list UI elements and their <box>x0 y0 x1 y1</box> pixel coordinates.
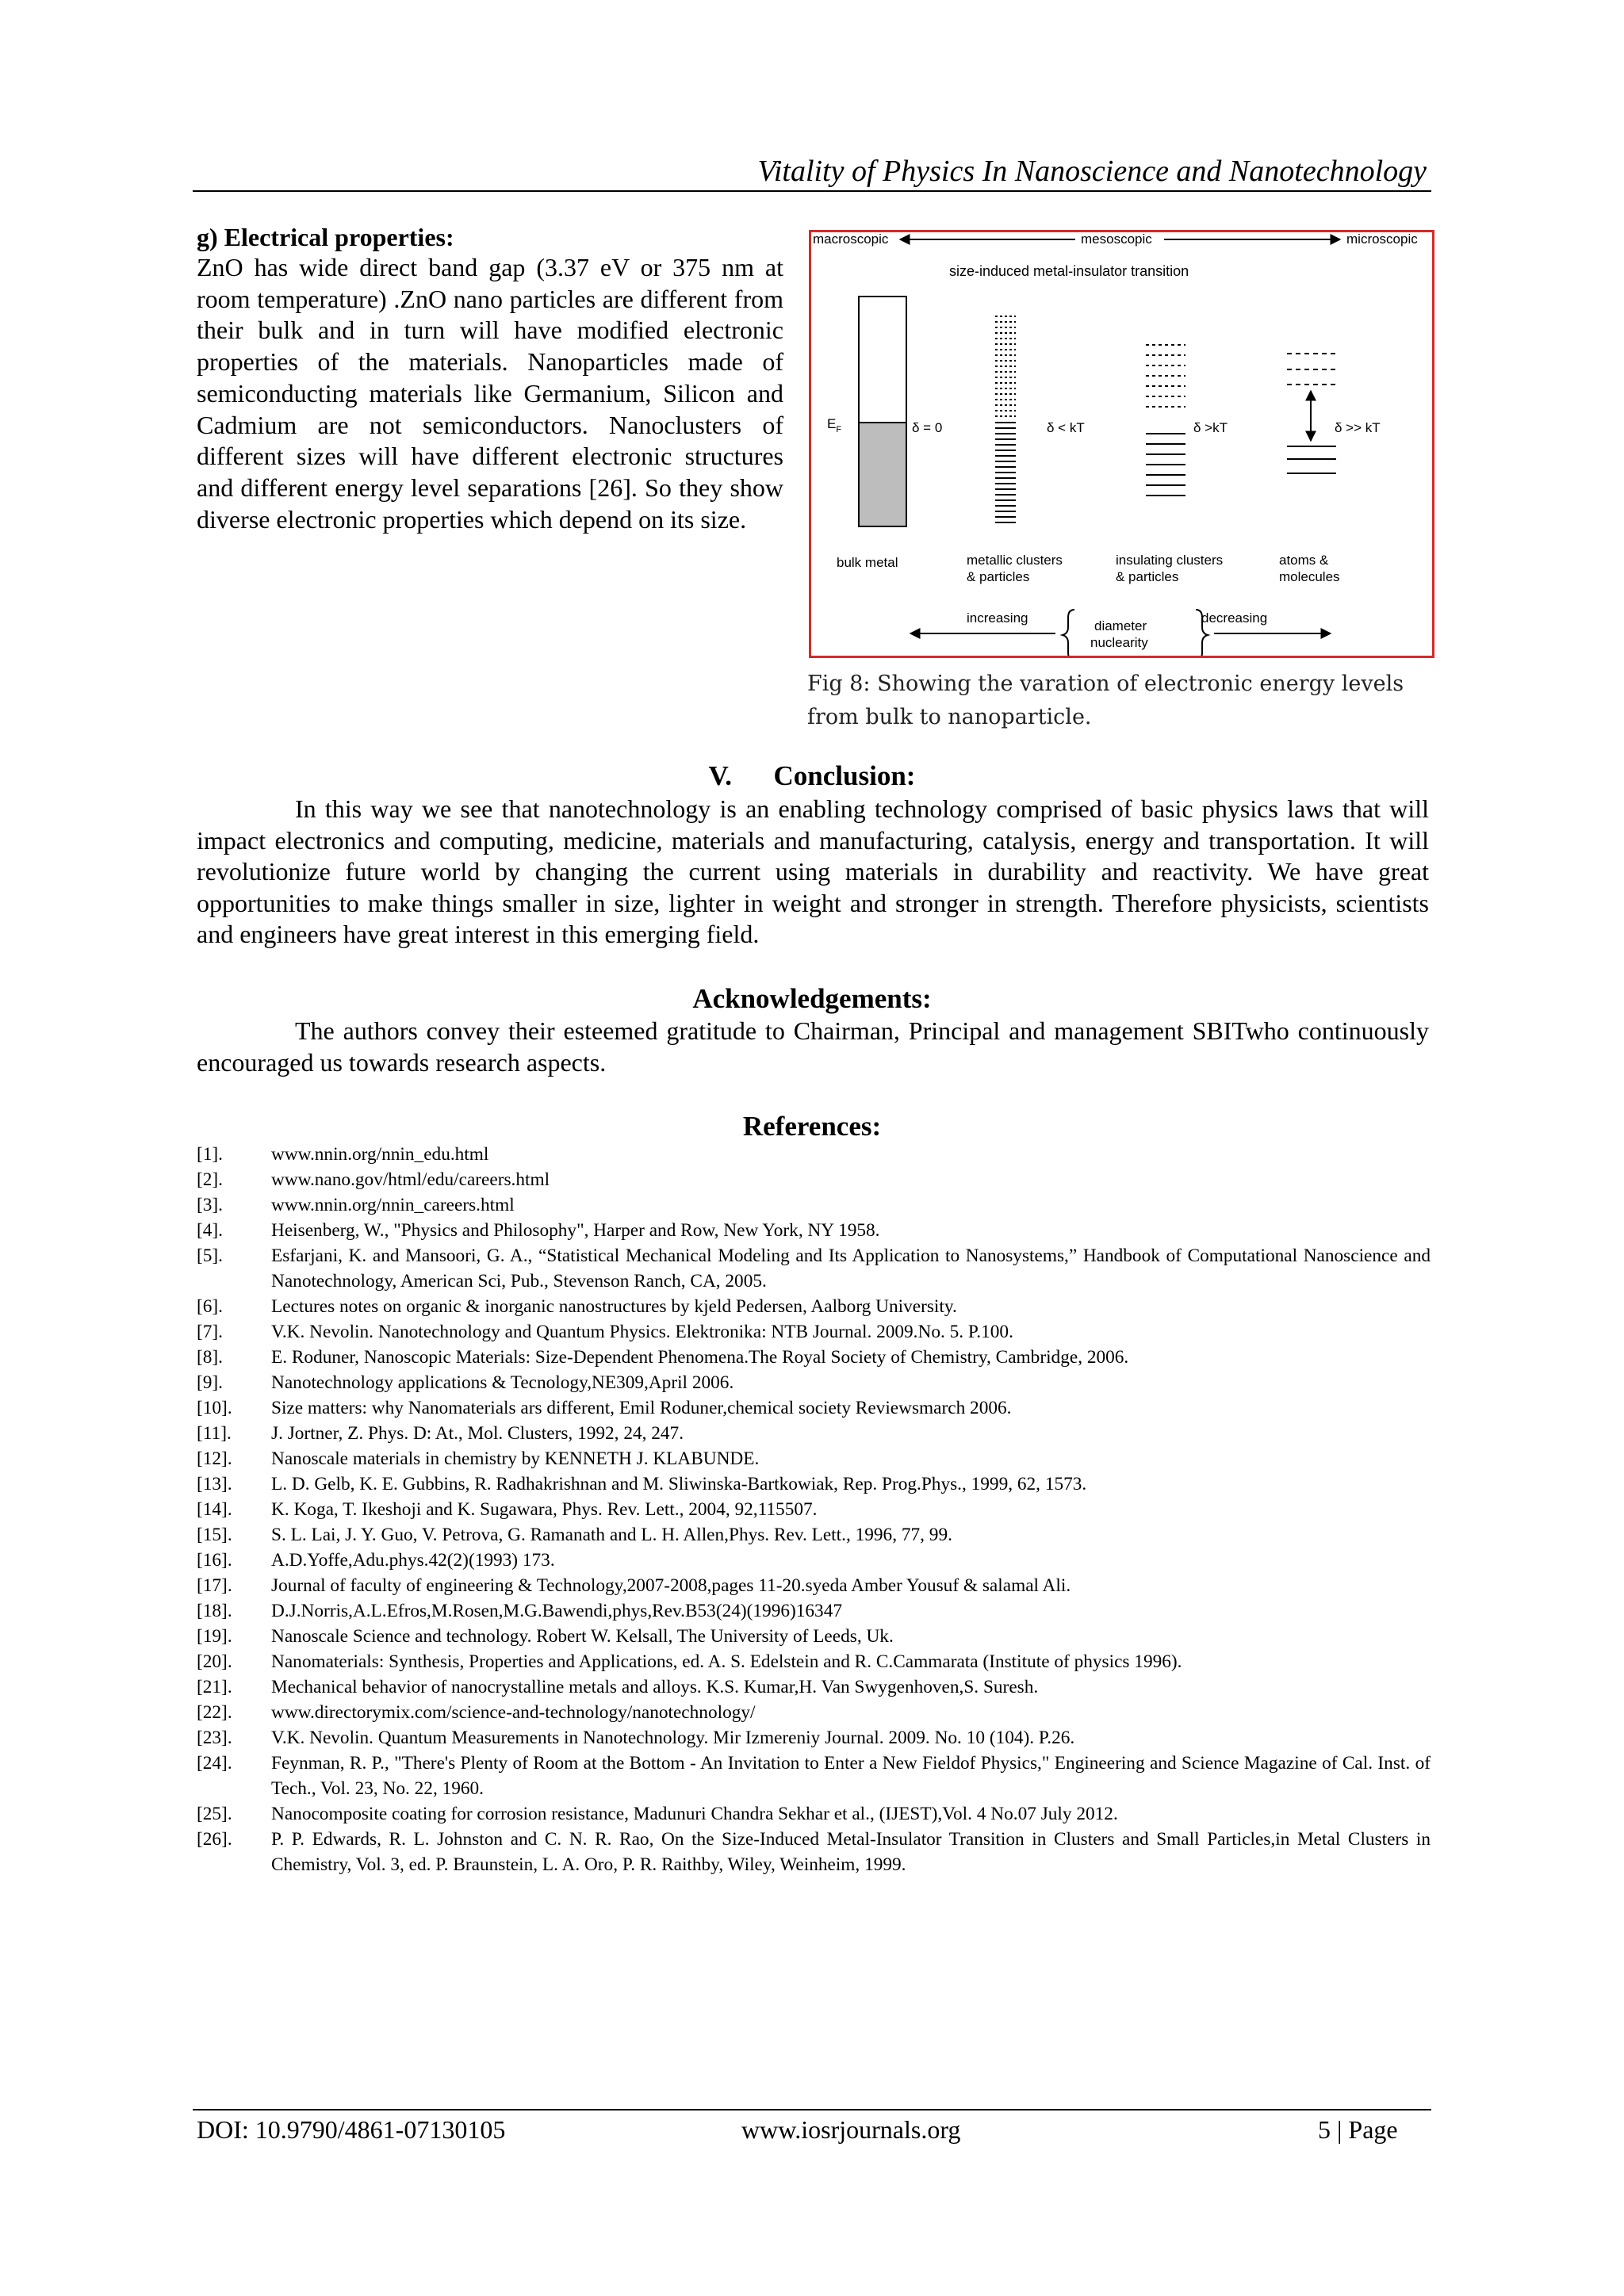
reference-item <box>197 1395 1431 1421</box>
reference-number: [10]. <box>197 1398 232 1418</box>
reference-item <box>197 1573 1431 1598</box>
reference-item <box>197 1345 1431 1370</box>
reference-number: [1]. <box>197 1144 223 1165</box>
reference-item <box>197 1319 1431 1345</box>
references-list <box>197 1142 1431 1877</box>
reference-text: www.nnin.org/nnin_edu.html <box>271 1144 489 1165</box>
reference-item <box>197 1598 1431 1624</box>
reference-text: L. D. Gelb, K. E. Gubbins, R. Radhakrishnan and M. Sliwinska-Bartkowiak, Rep. Prog.Phys., 1999, 62, 1573. <box>271 1474 1087 1494</box>
scale-mesoscopic-label: mesoscopic <box>1081 232 1152 247</box>
reference-text: www.directorymix.com/science-and-technology/nanotechnology/ <box>271 1702 756 1723</box>
reference-item <box>197 1624 1431 1649</box>
electrical-properties-section <box>197 222 783 535</box>
bulk-band-filled <box>860 423 906 526</box>
reference-item <box>197 1827 1431 1877</box>
atoms-label: atoms & <box>1279 553 1329 568</box>
reference-text: P. P. Edwards, R. L. Johnston and C. N. R. Rao, On the Size-Induced Metal-Insulator Transition in Clusters and Small Particles,in Metal Clusters in Chemistry, Vol. 3, ed. P. Braunstein, L. A. Oro, P. R. Raithby, Wiley, Weinheim, 1999. <box>271 1829 1431 1875</box>
reference-text: E. Roduner, Nanoscopic Materials: Size-Dependent Phenomena.The Royal Society of Chemistry, Cambridge, 2006. <box>271 1347 1129 1368</box>
metallic-clusters-label: metallic clusters <box>967 553 1063 568</box>
reference-item <box>197 1725 1431 1751</box>
reference-text: Nanomaterials: Synthesis, Properties and Applications, ed. A. S. Edelstein and R. C.Cammarata (Institute of physics 1996). <box>271 1651 1182 1672</box>
reference-text: V.K. Nevolin. Quantum Measurements in Nanotechnology. Mir Izmereniy Journal. 2009. No. 10 (104). P.26. <box>271 1728 1075 1748</box>
reference-text: A.D.Yoffe,Adu.phys.42(2)(1993) 173. <box>271 1550 555 1571</box>
acknowledgements-text: The authors convey their esteemed gratitude to Chairman, Principal and management SBITwho continuously encouraged us towards research aspects. <box>197 1016 1429 1077</box>
decreasing-label: decreasing <box>1201 610 1268 626</box>
insulating-clusters-label: insulating clusters <box>1116 553 1224 568</box>
reference-item <box>197 1471 1431 1497</box>
reference-number: [14]. <box>197 1499 232 1520</box>
delta-much-greater-kt-label: δ >> kT <box>1335 420 1381 435</box>
figure-8 <box>809 230 1434 658</box>
reference-number: [6]. <box>197 1296 223 1317</box>
figure-caption-line-2: from bulk to nanoparticle. <box>807 705 1092 729</box>
molecules-label: molecules <box>1279 569 1340 584</box>
reference-number: [9]. <box>197 1372 223 1393</box>
reference-text: Nanotechnology applications & Tecnology,NE309,April 2006. <box>271 1372 734 1393</box>
scale-macroscopic-label: macroscopic <box>813 232 889 247</box>
reference-number: [13]. <box>197 1474 232 1494</box>
reference-item <box>197 1294 1431 1319</box>
reference-number: [17]. <box>197 1575 232 1596</box>
electrical-properties-heading: g) Electrical properties: <box>197 223 454 251</box>
acknowledgements-heading: Acknowledgements: <box>692 983 932 1014</box>
fermi-level-label: $E_F$ <box>827 416 842 434</box>
nuclearity-label: nuclearity <box>1090 635 1148 650</box>
metallic-cluster-levels <box>995 316 1016 522</box>
reference-item <box>197 1497 1431 1522</box>
reference-number: [20]. <box>197 1651 232 1672</box>
bulk-metal-label: bulk metal <box>837 555 898 570</box>
footer-page-number: 5 | Page <box>1318 2115 1398 2144</box>
reference-number: [19]. <box>197 1626 232 1647</box>
increasing-label: increasing <box>967 610 1028 626</box>
reference-text: Heisenberg, W., "Physics and Philosophy", Harper and Row, New York, NY 1958. <box>271 1220 880 1241</box>
reference-text: Nanoscale materials in chemistry by KENNETH J. KLABUNDE. <box>271 1448 760 1469</box>
reference-item <box>197 1192 1431 1218</box>
conclusion-text: In this way we see that nanotechnology is an enabling technology comprised of basic physics laws that will impact electronics and computing, medicine, materials and manufacturing, catalysis, energy and transportation. It will revolutionize future world by changing the current using materials in durability and reactivity. We have great opportunities to make things smaller in size, lighter in weight and stronger in strength. Therefore physicists, scientists and engineers have great interest in this emerging field. <box>197 794 1429 949</box>
left-brace <box>1063 610 1074 656</box>
metallic-particles-label: & particles <box>967 569 1030 584</box>
reference-number: [25]. <box>197 1804 232 1824</box>
reference-number: [15]. <box>197 1525 232 1545</box>
figure-8-caption <box>807 668 1442 734</box>
reference-text: S. L. Lai, J. Y. Guo, V. Petrova, G. Ramanath and L. H. Allen,Phys. Rev. Lett., 1996, 77, 99. <box>271 1525 952 1545</box>
reference-item <box>197 1446 1431 1471</box>
delta-less-kt-label: δ < kT <box>1047 420 1085 435</box>
conclusion-heading-text: V. Conclusion: <box>708 760 916 791</box>
reference-item <box>197 1370 1431 1395</box>
delta-zero-label: δ = 0 <box>912 420 943 435</box>
reference-item <box>197 1421 1431 1446</box>
atomic-levels <box>1287 354 1336 473</box>
reference-text: J. Jortner, Z. Phys. D: At., Mol. Clusters, 1992, 24, 247. <box>271 1423 684 1444</box>
footer-site: www.iosrjournals.org <box>741 2115 961 2144</box>
reference-text: Size matters: why Nanomaterials ars different, Emil Roduner,chemical society Reviewsmarch 2006. <box>271 1398 1012 1418</box>
reference-number: [21]. <box>197 1677 232 1697</box>
reference-number: [11]. <box>197 1423 232 1444</box>
reference-item <box>197 1700 1431 1725</box>
reference-text: Esfarjani, K. and Mansoori, G. A., “Statistical Mechanical Modeling and Its Application to Nanosystems,” Handbook of Computational Nanoscience and Nanotechnology, American Sci, Pub., Stevenson Ranch, CA, 2005. <box>271 1246 1431 1292</box>
reference-number: [16]. <box>197 1550 232 1571</box>
reference-item <box>197 1548 1431 1573</box>
reference-text: Nanocomposite coating for corrosion resistance, Madunuri Chandra Sekhar et al., (IJEST),Vol. 4 No.07 July 2012. <box>271 1804 1118 1824</box>
figure-subtitle: size-induced metal-insulator transition <box>949 263 1189 279</box>
reference-number: [5]. <box>197 1246 223 1266</box>
reference-text: V.K. Nevolin. Nanotechnology and Quantum Physics. Elektronika: NTB Journal. 2009.No. 5. P.100. <box>271 1322 1013 1342</box>
delta-greater-kt-label: δ >kT <box>1193 420 1228 435</box>
reference-item <box>197 1751 1431 1801</box>
reference-item <box>197 1167 1431 1192</box>
running-header: Vitality of Physics In Nanoscience and Nanotechnology <box>757 155 1427 188</box>
reference-text: www.nano.gov/html/edu/careers.html <box>271 1169 550 1190</box>
reference-text: D.J.Norris,A.L.Efros,M.Rosen,M.G.Bawendi,phys,Rev.B53(24)(1996)16347 <box>271 1601 842 1621</box>
reference-text: Nanoscale Science and technology. Robert W. Kelsall, The University of Leeds, Uk. <box>271 1626 894 1647</box>
reference-number: [23]. <box>197 1728 232 1748</box>
header-rule <box>193 190 1431 192</box>
footer-doi: DOI: 10.9790/4861-07130105 <box>197 2115 506 2144</box>
reference-item <box>197 1218 1431 1243</box>
reference-item <box>197 1522 1431 1548</box>
reference-number: [2]. <box>197 1169 223 1190</box>
insulating-cluster-levels <box>1146 345 1185 496</box>
reference-item <box>197 1243 1431 1294</box>
reference-text: Journal of faculty of engineering & Technology,2007-2008,pages 11-20.syeda Amber Yousuf & salamal Ali. <box>271 1575 1071 1596</box>
figure-caption-line-1: Fig 8: Showing the varation of electronic energy levels <box>807 672 1404 696</box>
reference-number: [8]. <box>197 1347 223 1368</box>
reference-number: [18]. <box>197 1601 232 1621</box>
reference-number: [4]. <box>197 1220 223 1241</box>
reference-number: [7]. <box>197 1322 223 1342</box>
reference-item <box>197 1674 1431 1700</box>
energy-levels-diagram <box>811 232 1432 656</box>
reference-number: [26]. <box>197 1829 232 1850</box>
reference-text: www.nnin.org/nnin_careers.html <box>271 1195 515 1215</box>
reference-item <box>197 1801 1431 1827</box>
reference-number: [22]. <box>197 1702 232 1723</box>
references-heading: References: <box>742 1111 882 1142</box>
reference-number: [12]. <box>197 1448 232 1469</box>
reference-text: Feynman, R. P., "There's Plenty of Room at the Bottom - An Invitation to Enter a New Fieldof Physics," Engineering and Science Magazine of Cal. Inst. of Tech., Vol. 23, No. 22, 1960. <box>271 1753 1431 1799</box>
reference-text: Mechanical behavior of nanocrystalline metals and alloys. K.S. Kumar,H. Van Swygenhoven,S. Suresh. <box>271 1677 1039 1697</box>
reference-text: K. Koga, T. Ikeshoji and K. Sugawara, Phys. Rev. Lett., 2004, 92,115507. <box>271 1499 818 1520</box>
conclusion-heading <box>193 759 1431 794</box>
reference-number: [3]. <box>197 1195 223 1215</box>
reference-item <box>197 1649 1431 1674</box>
insulating-particles-label: & particles <box>1116 569 1179 584</box>
scale-microscopic-label: microscopic <box>1346 232 1418 247</box>
electrical-properties-text: ZnO has wide direct band gap (3.37 eV or 375 nm at room temperature) .ZnO nano particles are different from their bulk and in turn will have modified electronic properties of the materials. Nanoparticles made of semiconducting materials like Germanium, Silicon and Cadmium are not semiconductors. Nanoclusters of different sizes will have different electronic structures and different energy level separations [26]. So they show diverse electronic properties which depend on its size. <box>197 253 783 534</box>
diameter-label: diameter <box>1094 618 1147 633</box>
reference-text: Lectures notes on organic & inorganic nanostructures by kjeld Pedersen, Aalborg University. <box>271 1296 957 1317</box>
reference-item <box>197 1142 1431 1167</box>
reference-number: [24]. <box>197 1753 232 1774</box>
